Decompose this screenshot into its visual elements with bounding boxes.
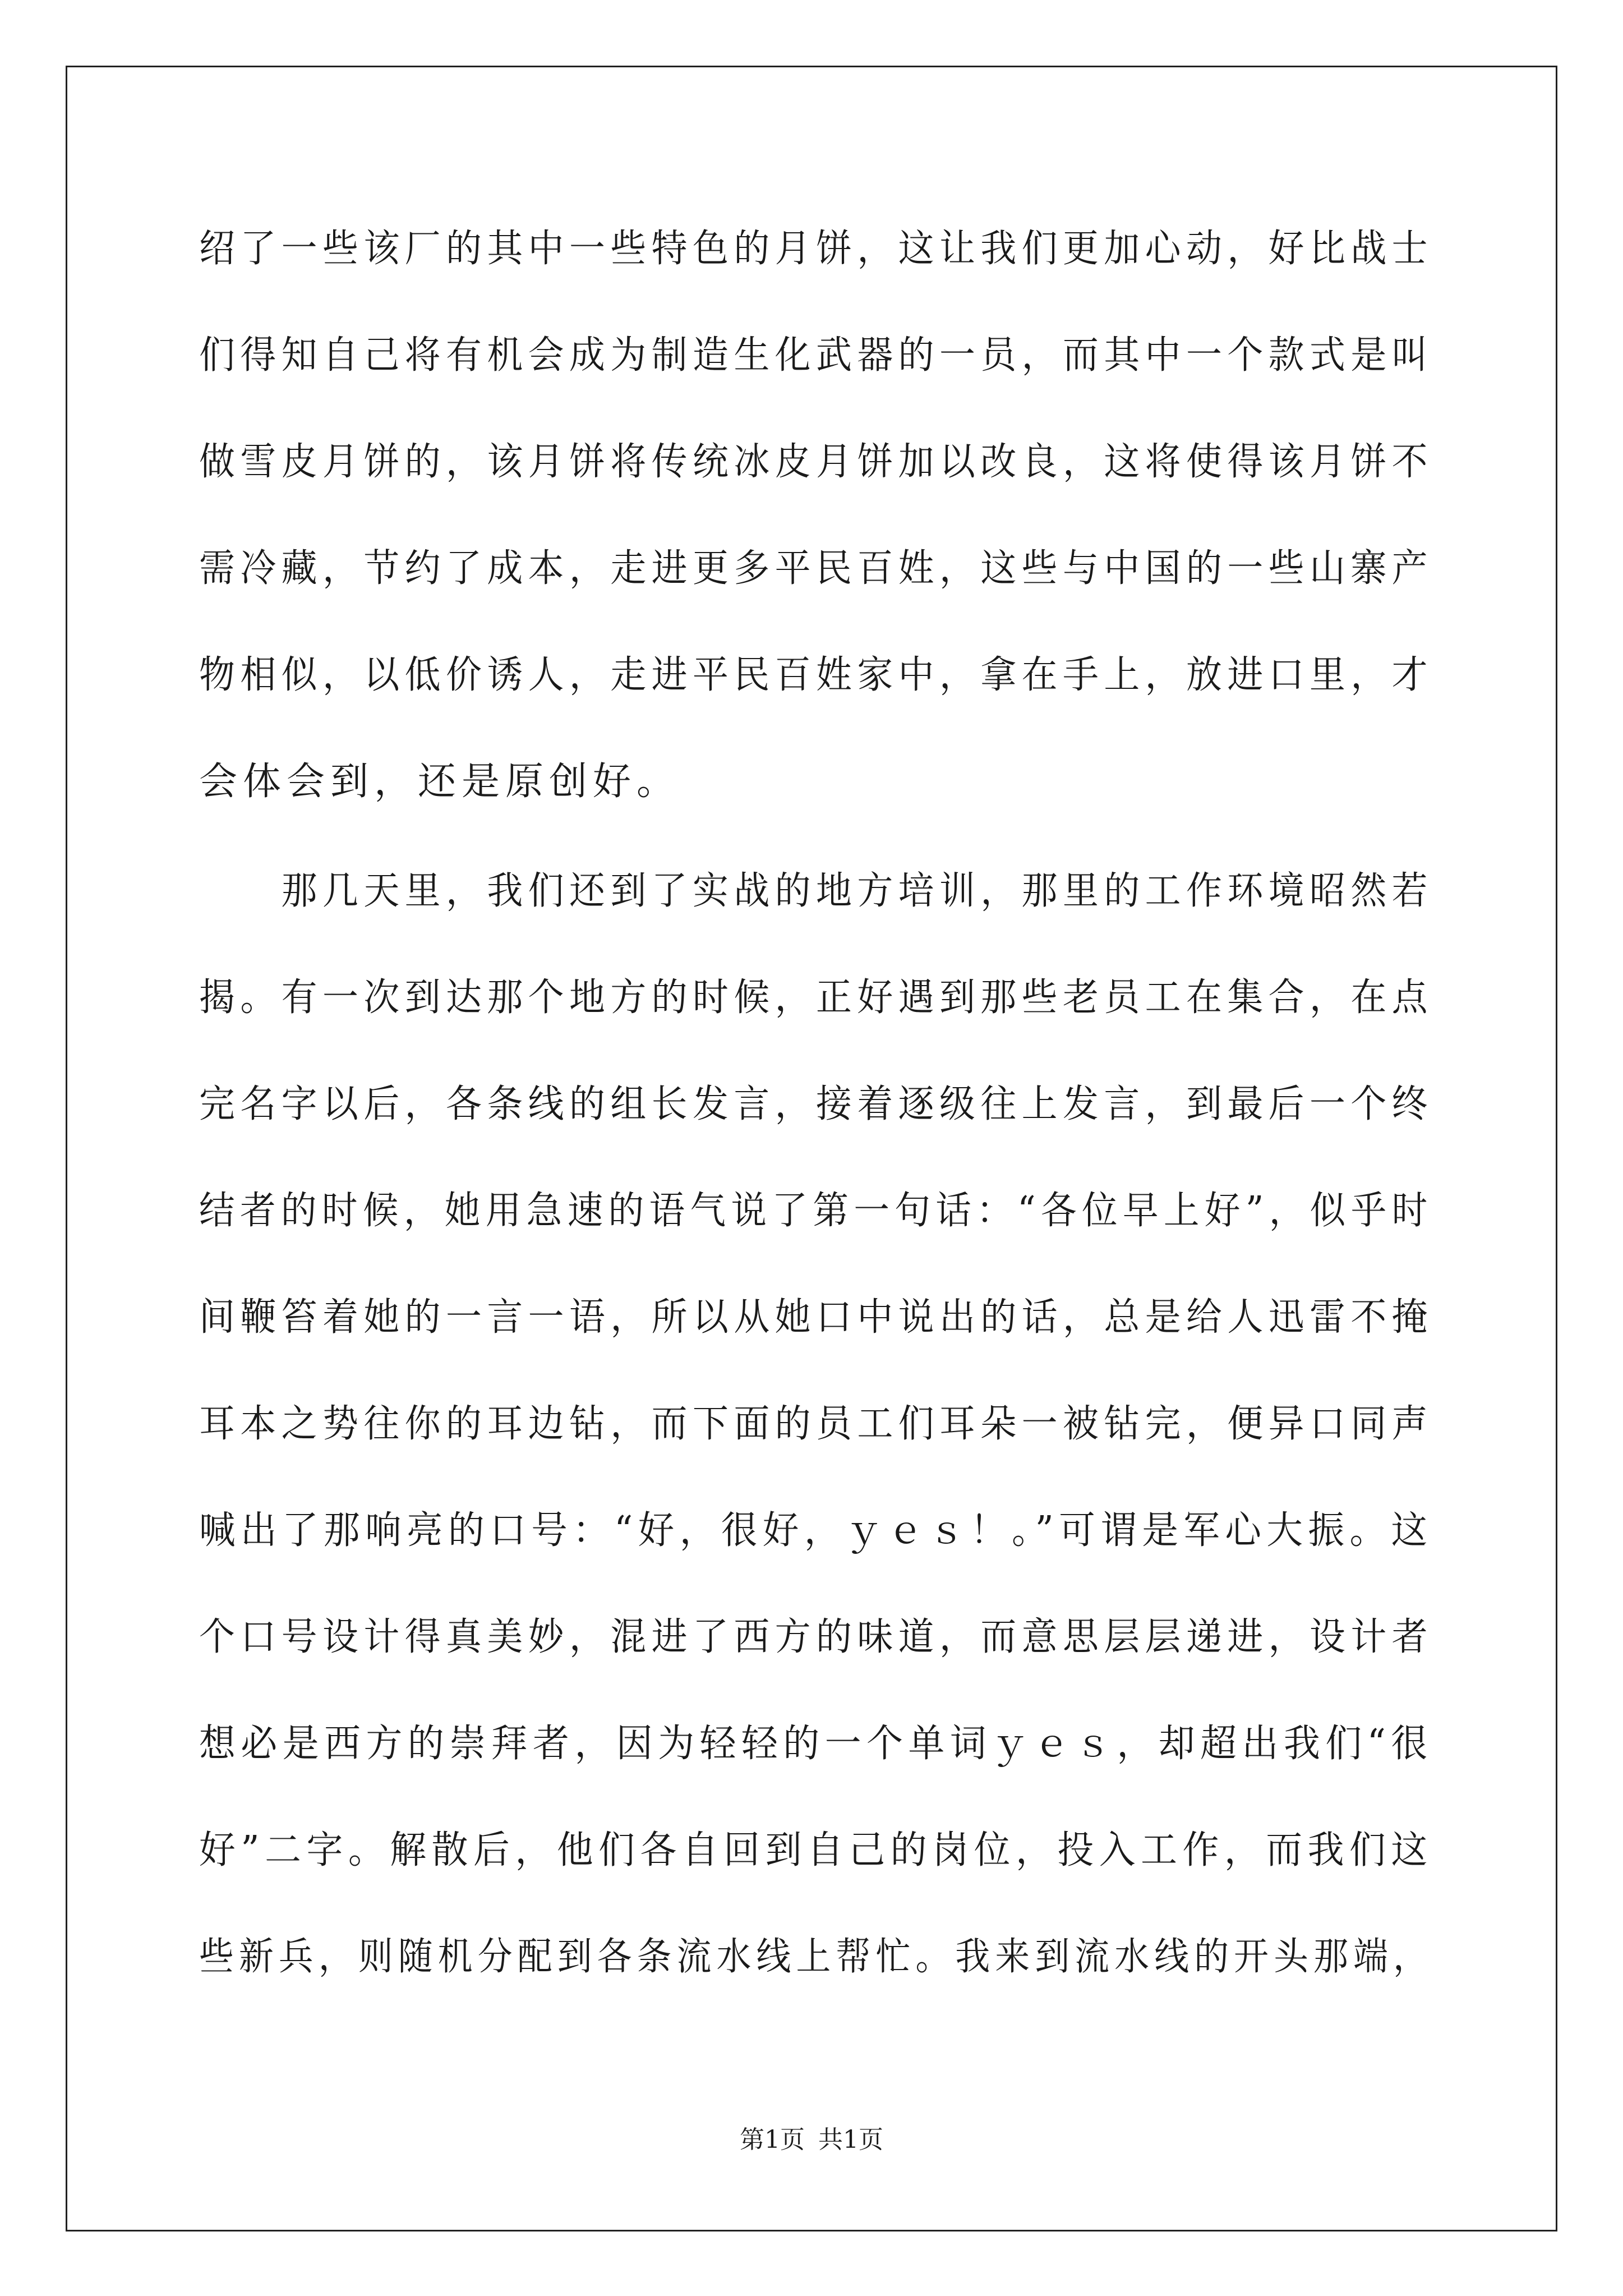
text-line: 物相似，以低价诱人，走进平民百姓家中，拿在手上，放进口里，才	[199, 653, 1433, 697]
text-line: 那几天里，我们还到了实战的地方培训，那里的工作环境昭然若	[199, 869, 1433, 913]
text-line: 结者的时候，她用急速的语气说了第一句话：“各位早上好”，似乎时	[199, 1189, 1433, 1233]
page-number: 第1页	[740, 2125, 805, 2154]
page-border	[66, 66, 1557, 2231]
text-line: 需冷藏，节约了成本，走进更多平民百姓，这些与中国的一些山寨产	[199, 546, 1433, 591]
text-line: 耳本之势往你的耳边钻，而下面的员工们耳朵一被钻完，便异口同声	[199, 1402, 1433, 1446]
page-footer	[0, 2119, 1623, 2155]
text-line: 揭。有一次到达那个地方的时候，正好遇到那些老员工在集合，在点	[199, 976, 1433, 1020]
text-line: 绍了一些该厂的其中一些特色的月饼，这让我们更加心动，好比战士	[199, 227, 1433, 271]
text-line: 会体会到，还是原创好。	[199, 760, 681, 804]
text-line: 些新兵，则随机分配到各条流水线上帮忙。我来到流水线的开头那端，	[199, 1935, 1433, 1979]
text-line: 做雪皮月饼的，该月饼将传统冰皮月饼加以改良，这将使得该月饼不	[199, 440, 1433, 484]
text-line: 个口号设计得真美妙，混进了西方的味道，而意思层层递进，设计者	[199, 1615, 1433, 1659]
text-line: 喊出了那响亮的口号：“好，很好，ｙｅｓ！。”可谓是军心大振。这	[199, 1508, 1433, 1553]
text-line: 想必是西方的崇拜者，因为轻轻的一个单词ｙｅｓ，却超出我们“很	[199, 1722, 1433, 1766]
text-line: 们得知自己将有机会成为制造生化武器的一员，而其中一个款式是叫	[199, 333, 1433, 378]
text-line: 好”二字。解散后，他们各自回到自己的岗位，投入工作，而我们这	[199, 1828, 1433, 1872]
page-total: 共1页	[818, 2125, 883, 2154]
text-line: 间鞭笞着她的一言一语，所以从她口中说出的话，总是给人迅雷不掩	[199, 1295, 1433, 1340]
text-line: 完名字以后，各条线的组长发言，接着逐级往上发言，到最后一个终	[199, 1082, 1433, 1126]
